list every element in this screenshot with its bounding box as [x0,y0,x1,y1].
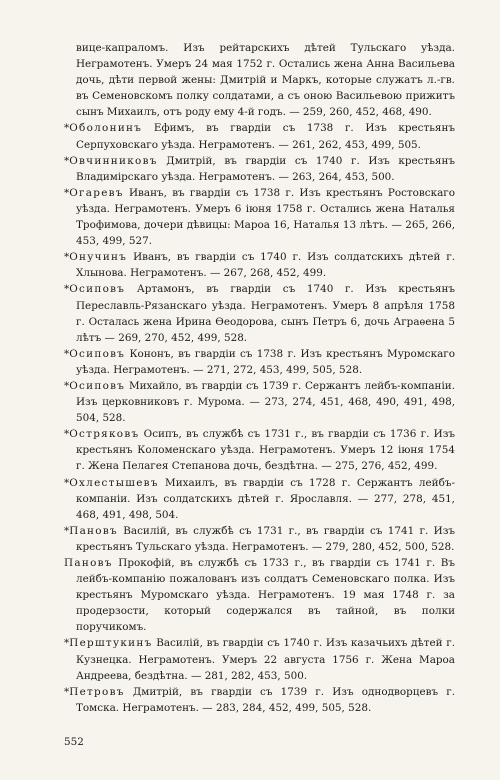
entry [64,555,455,635]
entry-text: Прокофій, въ службѣ съ 1733 г., въ гвардіи съ 1741 г. Въ лейбъ-компанію пожалованъ изъ солдатъ Семеновскаго полка. Изъ крестьянъ Муромскаго уѣзда. Неграмотенъ. 19 мая 1748 г. за продерзости, который содержался въ тайной, въ полки поручикомъ. [76,557,455,634]
entry [64,426,455,474]
asterisk-mark: * [64,637,70,650]
entry-surname: Перштукинъ [69,637,153,650]
asterisk-mark: * [64,283,70,296]
page-number: 552 [64,736,84,748]
asterisk-mark: * [64,379,70,392]
asterisk-mark: * [64,122,70,135]
entry-text: Ефимъ, въ гвардіи съ 1738 г. Изъ крестьянъ Серпуховскаго уѣзда. Неграмотенъ. — 261, 262, 453, 499, 505. [76,122,455,151]
entry [64,523,455,555]
entry-text: Михаилъ, въ гвардіи съ 1728 г. Сержантъ лейбъ-компаніи. Изъ солдатскихъ дѣтей г. Ярославля. — 277, 278, 451, 468, 491, 498, 504. [76,476,455,521]
entry-text: Иванъ, въ гвардіи съ 1740 г. Изъ солдатскихъ дѣтей г. Хлынова. Неграмотенъ. — 267, 268, 452, 499. [76,251,455,280]
entry-surname: Осиповъ [69,283,126,296]
entry-surname: Пановъ [69,524,118,537]
entry-surname: Оболонинъ [69,122,143,135]
entry [64,185,455,249]
entry-surname: Пановъ [64,557,113,569]
entry [64,120,455,152]
entry-text: Осипъ, въ службѣ съ 1731 г., въ гвардіи съ 1736 г. Изъ крестьянъ Коломенскаго уѣзда. Неграмотенъ. Умеръ 12 іюня 1754 г. Жена Пелагея Степанова дочь, бездѣтна. — 275, 276, 452, 499. [76,428,455,473]
entry-surname: Овчинниковъ [69,154,158,167]
entry-text: Василій, въ службѣ съ 1731 г., въ гвардіи съ 1741 г. Изъ крестьянъ Тульскаго уѣзда. Неграмотенъ. — 279, 280, 452, 500, 528. [76,524,455,553]
entry [64,249,455,281]
entry [64,684,455,716]
entry-text: Михайло, въ гвардіи съ 1739 г. Сержантъ лейбъ-компаніи. Изъ церковниковъ г. Мурома. — 273, 274, 451, 468, 490, 491, 498, 504, 528. [76,379,455,425]
asterisk-mark: * [64,476,70,489]
entry-surname: Осиповъ [69,347,126,360]
asterisk-mark: * [64,524,70,537]
entry-surname: Онучинъ [69,251,128,264]
asterisk-mark: * [64,347,70,360]
asterisk-mark: * [64,428,70,441]
entries-list [64,40,455,716]
asterisk-mark: * [64,186,70,199]
entry [64,281,455,345]
entry-surname: Остряковъ [69,428,140,441]
entry-text: Артамонъ, въ гвардіи съ 1740 г. Изъ крестьянъ Переславль-Рязанскаго уѣзда. Неграмотенъ. Умеръ 8 апрѣля 1758 г. Осталась жена Ирина Өеодорова, сынъ Петръ 6, дочь Аграѳена 5 лѣтъ — 269, 270, 452, 499, 528. [76,283,455,344]
entry [64,346,455,378]
entry [64,475,455,523]
entry-text: Иванъ, въ гвардіи съ 1738 г. Изъ крестьянъ Ростовскаго уѣзда. Неграмотенъ. Умеръ 6 іюня 1758 г. Остались жена Наталья Трофимова, дочери дѣвицы: Мароа 16, Наталья 13 лѣтъ. — 265, 266, 453, 499, 527. [76,186,455,248]
entry-text: Кононъ, въ гвардіи съ 1738 г. Изъ крестьянъ Муромскаго уѣзда. Неграмотенъ. — 271, 272, 453, 499, 505, 528. [76,347,455,376]
asterisk-mark: * [64,154,70,167]
entry [64,153,455,185]
entry-text: Дмитрій, въ гвардіи съ 1739 г. Изъ однодворцевъ г. Томска. Неграмотенъ. — 283, 284, 452, 499, 505, 528. [76,685,455,714]
entry [64,635,455,683]
asterisk-mark: * [64,251,70,264]
entry-text: Василій, въ гвардіи съ 1740 г. Изъ казачьихъ дѣтей г. Кузнецка. Неграмотенъ. Умеръ 22 августа 1756 г. Жена Мароа Андреева, бездѣтна. — 281, 282, 453, 500. [76,637,455,682]
asterisk-mark: * [64,685,70,698]
entry-surname: Охлестышевъ [69,476,159,489]
entry-surname: Осиповъ [69,379,126,392]
entry-surname: Петровъ [69,685,125,698]
entry [64,378,455,426]
entry-surname: Огаревъ [69,186,124,199]
entry: вице-капраломъ. Изъ рейтарскихъ дѣтей Тульскаго уѣзда. Неграмотенъ. Умеръ 24 мая 1752 г. Остались жена Анна Васильева дочь, дѣти первой жены: Дмитрій и Маркъ, которые служатъ л.-гв. въ Семеновскомъ полку солдатами, а съ оною Васильевою прижитъ сынъ Михаилъ, отъ роду ему 4-й годъ. — 259, 260, 452, 468, 490. [76,42,455,119]
entry-text: Дмитрій, въ гвардіи съ 1740 г. Изъ крестьянъ Владимірскаго уѣзда. Неграмотенъ. — 263, 264, 453, 500. [76,154,455,183]
